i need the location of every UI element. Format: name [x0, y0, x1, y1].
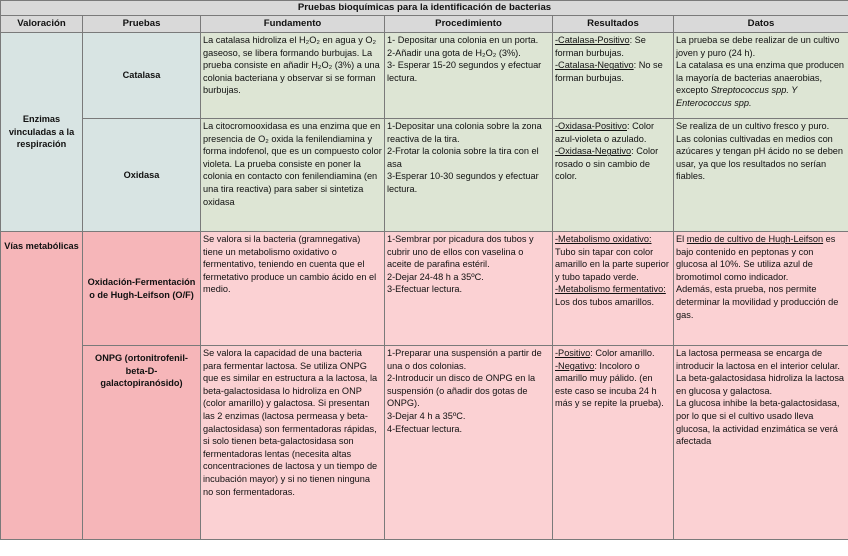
- procedimiento-step: 1-Depositar una colonia sobre la zona reactiva de la tira.: [387, 121, 542, 144]
- resultados-cell: [553, 119, 674, 232]
- datos-paragraph: El medio de cultivo de Hugh-Leifson es bajo contenido en peptonas y con glucosa al 10%. Se utiliza azul de bromotimol como indicador.: [676, 234, 836, 282]
- result-label: -Positivo: [555, 348, 591, 358]
- result-item: [555, 233, 671, 283]
- result-text: : No se forman burbujas.: [555, 60, 663, 83]
- result-item: [555, 34, 671, 59]
- datos-paragraph: Además, esta prueba, nos permite determinar la movilidad y producción de gas.: [676, 284, 839, 320]
- procedimiento-step: 2-Dejar 24-48 h a 35ºC.: [387, 271, 484, 282]
- fundamento-cell: Se valora si la bacteria (gramnegativa) tiene un metabolismo oxidativo o fermentativo, teniendo en cuenta que el fermetativo produce un cambio ácido en el medio.: [201, 232, 385, 346]
- procedimiento-cell: [385, 33, 553, 119]
- table-row-oxidacion-fermentacion: [1, 232, 848, 346]
- datos-cell: [674, 232, 848, 346]
- procedimiento-cell: [385, 232, 553, 346]
- result-text: : Color rosado o sin cambio de color.: [555, 146, 659, 182]
- result-text: : Se forman burbujas.: [555, 35, 646, 58]
- procedimiento-step: 1-Preparar una suspensión a partir de una o dos colonias.: [387, 348, 542, 371]
- result-item: [555, 120, 671, 145]
- table-row-onpg: [1, 346, 848, 540]
- datos-paragraph: La lactosa permeasa se encarga de introducir la lactosa en el interior celular. La beta-galactosidasa hidroliza la lactosa en glucosa y galactosa.: [676, 348, 845, 396]
- result-text: Tubo sin tapar con color amarillo en la parte superior y tubo tapado verde.: [555, 246, 669, 282]
- datos-paragraph: Se realiza de un cultivo fresco y puro. Las colonias cultivadas en medios con azúcares y tengan pH ácido no se deben usar, ya que los resultados no serían fiables.: [676, 121, 844, 182]
- result-item: [555, 283, 671, 308]
- procedimiento-step: 3-Dejar 4 h a 35ºC.: [387, 410, 466, 421]
- result-label: -Oxidasa-Positivo: [555, 121, 627, 131]
- medium-name: medio de cultivo de Hugh-Leifson: [686, 234, 824, 244]
- procedimiento-step: 1-Sembrar por picadura dos tubos y cubrir uno de ellos con vaselina o aceite de parafina estéril.: [387, 234, 534, 270]
- fundamento-cell: La citocromooxidasa es una enzima que en presencia de O₂ oxida la fenilendiamina y forma indofenol, que es un compuesto color violeta. La prueba consiste en poner la colonia en contacto con fenilendiamina (en una tira reactiva) para saber si sintetiza oxidasa: [201, 119, 385, 232]
- procedimiento-cell: [385, 119, 553, 232]
- resultados-cell: [553, 33, 674, 119]
- result-label: -Metabolismo oxidativo:: [555, 234, 652, 244]
- result-label: -Catalasa-Negativo: [555, 60, 634, 71]
- prueba-cell: Oxidación-Fermentación o de Hugh-Leifson (O/F): [83, 232, 201, 346]
- procedimiento-cell: [385, 346, 553, 540]
- fundamento-cell: La catalasa hidroliza el H₂O₂ en agua y O₂ gaseoso, se libera formando burbujas. La prueba consiste en añadir H₂O₂ (3%) a una colonia bacteriana y observar si se forman burbujas.: [201, 33, 385, 119]
- result-text: : Incoloro o amarillo muy pálido. (en este caso se incuba 24 h más y se repite la prueba).: [555, 360, 664, 409]
- procedimiento-step: 2-Frotar la colonia sobre la tira con el asa: [387, 146, 539, 169]
- result-text: Los dos tubos amarillos.: [555, 296, 655, 307]
- table-title: Pruebas bioquímicas para la identificación de bacterias: [1, 1, 848, 16]
- result-label: -Catalasa-Positivo: [555, 35, 630, 45]
- header-procedimiento: Procedimiento: [385, 16, 553, 33]
- datos-cell: [674, 33, 848, 119]
- procedimiento-step: 1- Depositar una colonia en un porta.: [387, 35, 539, 45]
- result-text: : Color azul-violeta o azulado.: [555, 121, 655, 144]
- result-item: [555, 59, 671, 84]
- datos-paragraph: La catalasa es una enzima que producen la mayoría de bacterias anaerobias, excepto Streptococcus spp. Y Enterococcus spp.: [676, 60, 845, 108]
- result-item: [555, 360, 671, 410]
- result-label: -Oxidasa-Negativo: [555, 146, 632, 157]
- prueba-cell: Oxidasa: [83, 119, 201, 232]
- datos-cell: [674, 346, 848, 540]
- procedimiento-step: 2-Introducir un disco de ONPG en la suspensión (o añadir dos gotas de ONPG).: [387, 373, 536, 409]
- datos-paragraph: La glucosa inhibe la beta-galactosidasa, por lo que si el cultivo usado lleva glucosa, la actividad enzimática se verá afectada: [676, 398, 840, 447]
- datos-cell: [674, 119, 848, 232]
- table-row-catalasa: [1, 33, 848, 119]
- table-row-oxidasa: [1, 119, 848, 232]
- result-label: -Metabolismo fermentativo:: [555, 284, 666, 295]
- datos-paragraph: La prueba se debe realizar de un cultivo joven y puro (24 h).: [676, 35, 840, 58]
- species-names: Streptococcus spp. Y Enterococcus spp.: [676, 85, 798, 108]
- header-fundamento: Fundamento: [201, 16, 385, 33]
- valoracion-cell-vias: Vías metabólicas: [1, 232, 83, 540]
- header-resultados: Resultados: [553, 16, 674, 33]
- prueba-cell: ONPG (ortonitrofenil-beta-D-galactopiranósido): [83, 346, 201, 540]
- header-pruebas: Pruebas: [83, 16, 201, 33]
- procedimiento-step: 4-Efectuar lectura.: [387, 423, 463, 434]
- valoracion-cell-respiracion: Enzimas vinculadas a la respiración: [1, 33, 83, 232]
- procedimiento-step: 3-Efectuar lectura.: [387, 284, 463, 295]
- header-datos: Datos: [674, 16, 848, 33]
- result-item: [555, 347, 671, 360]
- result-label: -Negativo: [555, 360, 595, 371]
- procedimiento-step: 3-Esperar 10-30 segundos y efectuar lectura.: [387, 171, 539, 194]
- result-text: : Color amarillo.: [590, 348, 655, 358]
- procedimiento-step: 2-Añadir una gota de H₂O₂ (3%).: [387, 47, 521, 58]
- procedimiento-step: 3- Esperar 15-20 segundos y efectuar lectura.: [387, 60, 542, 83]
- resultados-cell: [553, 346, 674, 540]
- fundamento-cell: Se valora la capacidad de una bacteria para fermentar lactosa. Se utiliza ONPG que es similar en estructura a la lactosa, la beta-galactosidasa lo hidroliza en ONP (color amarillo) y galactosa. Si presentan las 2 enzimas (lactosa permeasa y beta-galactosidasa) son fermentadoras rápidas, si solo tienen beta-galactosidasa son fermentadoras lentas (necesita altas concentraciones de lactosa y un tiempo de incubación mayor) y si no tienen ninguna no son fermentadoras.: [201, 346, 385, 540]
- prueba-cell: Catalasa: [83, 33, 201, 119]
- resultados-cell: [553, 232, 674, 346]
- result-item: [555, 145, 671, 183]
- header-valoracion: Valoración: [1, 16, 83, 33]
